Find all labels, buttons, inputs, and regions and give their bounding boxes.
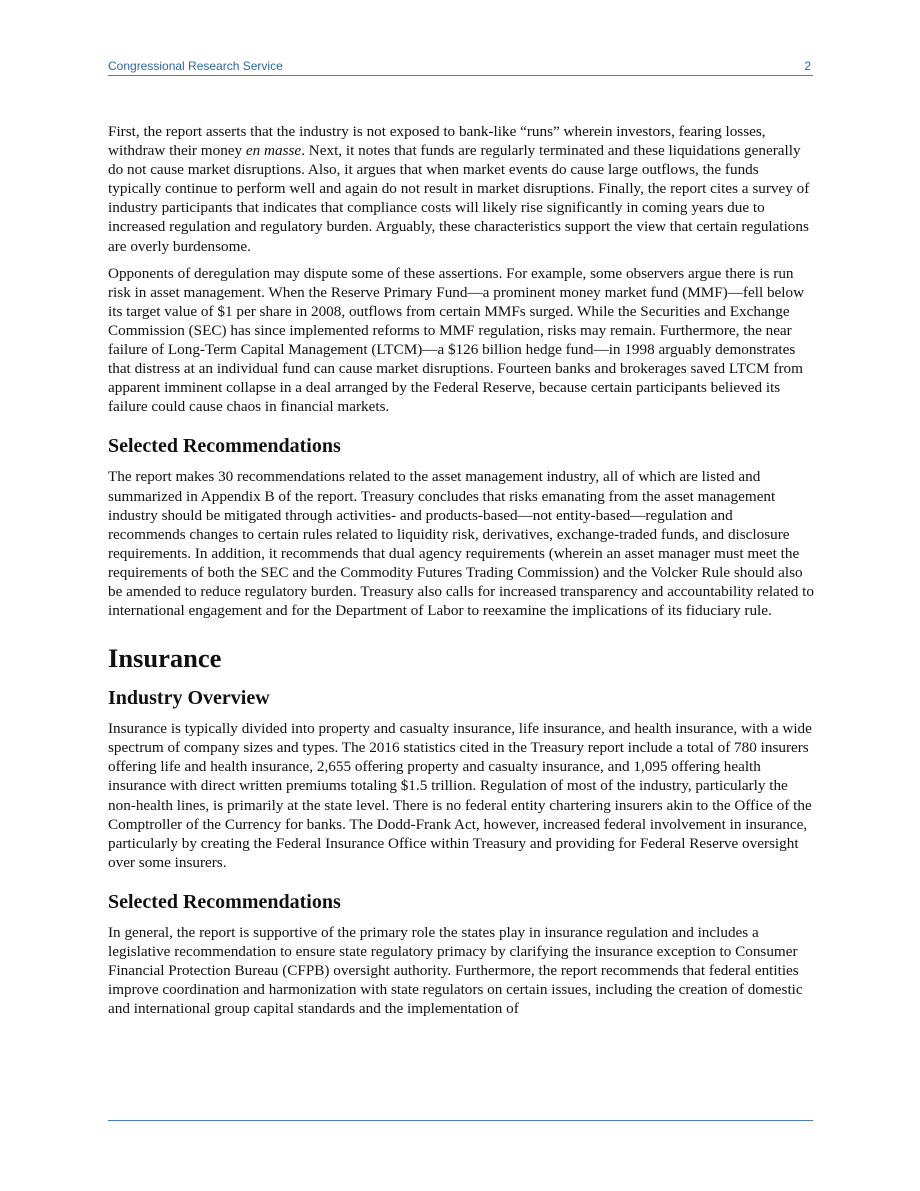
chapter-heading-insurance: Insurance — [108, 643, 222, 674]
section-heading-selected-recommendations-insurance: Selected Recommendations — [108, 890, 341, 913]
page-header — [108, 59, 813, 76]
paragraph-text: First, the report asserts that the industry is not exposed to bank-like “runs” wherein investors, fearing losses, withdraw their money — [108, 123, 766, 160]
footer-rule — [108, 1120, 813, 1121]
section-heading-industry-overview: Industry Overview — [108, 687, 270, 710]
paragraph-run-risk-assertions — [108, 122, 814, 256]
italic-phrase: en masse — [245, 142, 302, 160]
page-body — [108, 122, 814, 1026]
paragraph-opponents: Opponents of deregulation may dispute some of these assertions. For example, some observers argue there is run risk in asset management. When the Reserve Primary Fund—a prominent money market fund (MMF)—fell below its target value of $1 per share in 2008, outflows from certain MMFs surged. While the Securities and Exchange Commission (SEC) has since implemented reforms to MMF regulation, risks may remain. Furthermore, the near failure of Long-Term Capital Management (LTCM)—a $126 billion hedge fund—in 1998 arguably demonstrates that distress at an individual fund can cause market disruptions. Fourteen banks and brokerages saved LTCM from apparent imminent collapse in a deal arranged by the Federal Reserve, because certain participants believed its failure could cause chaos in financial markets. — [108, 264, 805, 416]
paragraph-insurance-overview: Insurance is typically divided into property and casualty insurance, life insurance, and health insurance, with a wide spectrum of company sizes and types. The 2016 statistics cited in the Treasury report include a total of 780 insurers offering life and health insurance, 2,655 offering property and casualty insurance, and 1,095 offering health insurance with direct written premiums totaling $1.5 trillion. Regulation of most of the industry, particularly the non-health lines, is primarily at the state level. There is no federal entity chartering insurers akin to the Office of the Comptroller of the Currency for banks. The Dodd-Frank Act, however, increased federal involvement in insurance, particularly by creating the Federal Insurance Office within Treasury and providing for Federal Reserve oversight over some insurers. — [108, 720, 812, 871]
paragraph-insurance-recommendations: In general, the report is supportive of the primary role the states play in insurance regulation and includes a legislative recommendation to ensure state regulatory primacy by clarifying the insurance exception to Consumer Financial Protection Bureau (CFPB) oversight authority. Furthermore, the report recommends that federal entities improve coordination and harmonization with state regulators on certain issues, including the creation of domestic and international group capital standards and the implementation of — [108, 923, 803, 1018]
paragraph-text: . Next, it notes that funds are regularly terminated and these liquidations generally do not cause market disruptions. Also, it argues that when market events do cause large outflows, the funds typically continue to perform well and again do not result in market disruptions. Finally, the report cites a survey of industry participants that indicates that compliance costs will likely rise significantly in coming years due to increased regulation and regulatory burden. Arguably, these characteristics support the view that certain regulations are overly burdensome. — [108, 142, 810, 255]
header-org-name: Congressional Research Service — [108, 59, 283, 73]
paragraph-asset-management-recommendations: The report makes 30 recommendations related to the asset management industry, all of which are listed and summarized in Appendix B of the report. Treasury concludes that risks emanating from the asset management industry should be mitigated through activities- and products-based—not entity-based—regulation and recommends changes to certain rules related to liquidity risk, derivatives, exchange-traded funds, and disclosure requirements. In addition, it recommends that dual agency requirements (wherein an asset manager must meet the requirements of both the SEC and the Commodity Futures Trading Commission) and the Volcker Rule should also be amended to reduce regulatory burden. Treasury also calls for increased transparency and accountability related to international engagement and for the Department of Labor to reexamine the implications of its fiduciary rule. — [108, 468, 814, 620]
section-heading-selected-recommendations: Selected Recommendations — [108, 435, 341, 458]
header-page-number: 2 — [804, 59, 811, 73]
